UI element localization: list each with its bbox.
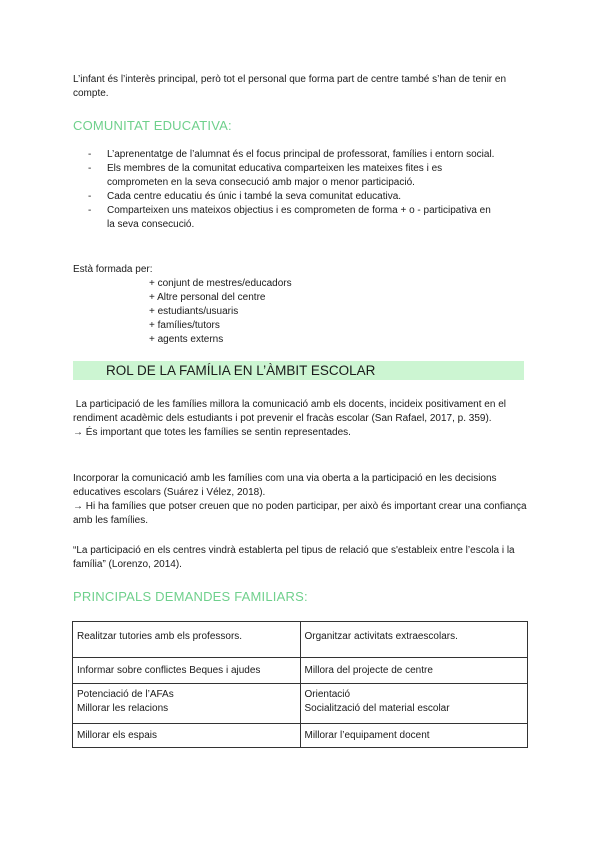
cell-text: Socialització del material escolar bbox=[304, 703, 450, 714]
table-row bbox=[73, 622, 528, 658]
rol-paragraph-1 bbox=[73, 398, 533, 440]
rol-heading: ROL DE LA FAMÍLIA EN L’ÀMBIT ESCOLAR bbox=[106, 363, 376, 378]
table-row bbox=[73, 724, 528, 748]
cell-text: Millorar els espais bbox=[77, 730, 158, 741]
cell-text: Millorar les relacions bbox=[77, 703, 169, 714]
table-cell bbox=[73, 658, 301, 684]
list-item: - Comparteixen uns mateixos objectius i es comprometen de forma + o - participativa en la seva consecució. bbox=[88, 204, 498, 232]
intro-text: L’infant és l’interès principal, però tot el personal que forma part de centre també s’han de tenir en compte. bbox=[73, 74, 507, 99]
table-cell bbox=[300, 684, 528, 724]
cell-text: Realitzar tutories amb els professors. bbox=[77, 631, 243, 642]
table-row bbox=[73, 658, 528, 684]
rol-p1-text: La participació de les famílies millora la comunicació amb els docents, incideix positivament en el rendiment acadèmic dels estudiants i pot prevenir el fracàs escolar (San Rafael, 2017, p. 359). bbox=[73, 399, 509, 424]
cell-text: Informar sobre conflictes Beques i ajudes bbox=[77, 665, 261, 676]
rol-banner bbox=[73, 361, 524, 380]
list-item: + estudiants/usuaris bbox=[149, 306, 239, 317]
cell-text: Millora del projecte de centre bbox=[304, 665, 433, 676]
list-item: + Altre personal del centre bbox=[149, 292, 266, 303]
rol-p2-text: Incorporar la comunicació amb les famílies com una via oberta a la participació en les decisions educatives escolars (Suárez i Vélez, 2018). bbox=[73, 473, 497, 498]
demandes-table bbox=[72, 621, 528, 748]
list-item: + famílies/tutors bbox=[149, 320, 220, 331]
formed-label: Està formada per: bbox=[73, 264, 153, 275]
list-item: - Els membres de la comunitat educativa comparteixen les mateixes fites i es comprometen en la seva consecució amb major o menor participació. bbox=[88, 162, 498, 190]
table-cell bbox=[73, 684, 301, 724]
comunitat-heading: COMUNITAT EDUCATIVA: bbox=[73, 118, 232, 133]
cell-text: Millorar l’equipament docent bbox=[304, 730, 430, 741]
rol-quote: “La participació en els centres vindrà establerta pel tipus de relació que s'estableix entre l’escola i la família” (Lorenzo, 2014). bbox=[73, 545, 515, 570]
intro-paragraph bbox=[73, 73, 533, 101]
cell-text: Potenciació de l’AFAs bbox=[77, 689, 174, 700]
comunitat-list bbox=[88, 148, 498, 232]
cell-text: Orientació bbox=[304, 689, 351, 700]
table-cell bbox=[73, 622, 301, 658]
list-item: + agents externs bbox=[149, 334, 224, 345]
table-row bbox=[73, 684, 528, 724]
table-cell bbox=[73, 724, 301, 748]
members-list bbox=[149, 277, 292, 347]
rol-p2-arrow: → Hi ha famílies que potser creuen que no poden participar, per això és important crear una confiança amb les famílies. bbox=[73, 501, 527, 526]
demandes-heading: PRINCIPALS DEMANDES FAMILIARS: bbox=[73, 589, 308, 604]
rol-paragraph-2 bbox=[73, 472, 533, 528]
table-cell bbox=[300, 658, 528, 684]
cell-text: Organitzar activitats extraescolars. bbox=[304, 631, 458, 642]
list-item: + conjunt de mestres/educadors bbox=[149, 278, 292, 289]
rol-p1-arrow: → És important que totes les famílies se sentin representades. bbox=[73, 427, 351, 438]
list-item: - L’aprenentatge de l’alumnat és el focus principal de professorat, famílies i entorn social. bbox=[88, 148, 498, 162]
table-cell bbox=[300, 724, 528, 748]
list-item: - Cada centre educatiu és únic i també la seva comunitat educativa. bbox=[88, 190, 498, 204]
table-cell bbox=[300, 622, 528, 658]
